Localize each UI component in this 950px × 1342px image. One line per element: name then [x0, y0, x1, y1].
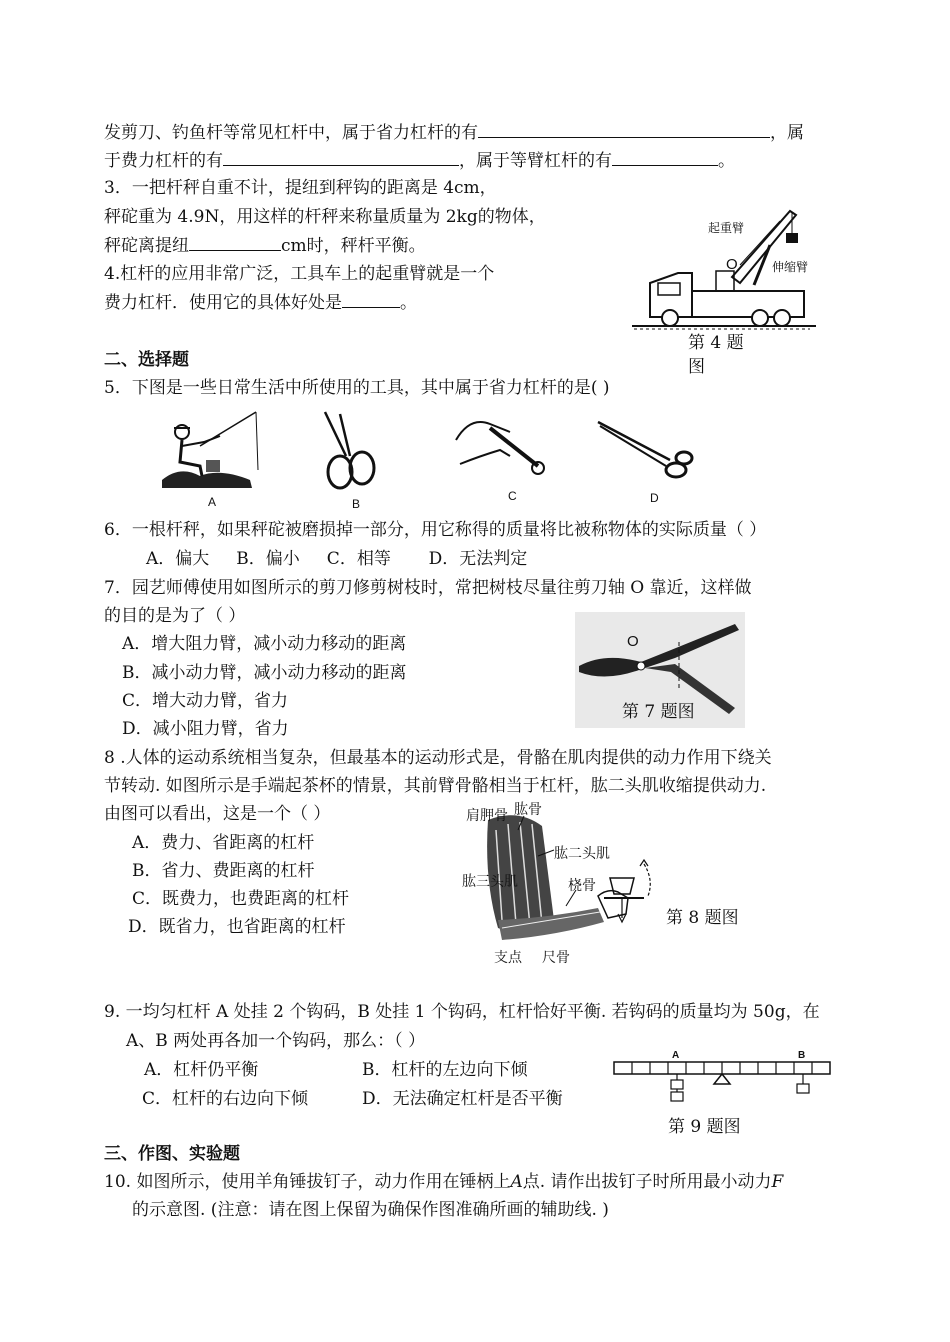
- biceps-label: 肱二头肌: [554, 845, 610, 861]
- q10-text-b: 点. 请作出拔钉子时所用最小动力: [522, 1172, 772, 1192]
- crane-pivot-label: O: [726, 256, 738, 273]
- q9-option-c: C．杠杆的右边向下倾: [142, 1089, 309, 1109]
- tool-c-label: C: [508, 489, 517, 503]
- tool-a-label: A: [208, 495, 217, 509]
- tool-b-label: B: [352, 497, 361, 511]
- fig9-caption: 第 9 题图: [668, 1117, 741, 1137]
- q2-blank-2[interactable]: [223, 148, 459, 166]
- radius-label: 桡骨: [568, 877, 596, 893]
- section-title-choice: 二、选择题: [104, 350, 189, 370]
- q3-line3: [104, 233, 426, 258]
- q8-line3: 由图可以看出，这是一个（ ）: [104, 804, 331, 824]
- q5-text: 5．下图是一些日常生活中所使用的工具，其中属于省力杠杆的是( ): [104, 378, 610, 398]
- q4-blank[interactable]: [342, 290, 400, 308]
- fig7-caption: 第 7 题图: [622, 702, 695, 722]
- triceps-label: 肱三头肌: [462, 873, 518, 889]
- q4-text-b: 。: [400, 293, 417, 313]
- ulna-label: 尺骨: [542, 949, 570, 965]
- q6-text: 6．一根杆秤，如果秤砣被磨损掉一部分，用它称得的质量将比被称物体的实际质量（ ）: [104, 520, 767, 540]
- q7-option-a: A．增大阻力臂，减小动力移动的距离: [122, 634, 407, 654]
- q3-line2: 秤砣重为 4.9N，用这样的杆秤来称量质量为 2kg的物体，: [104, 207, 546, 227]
- q4-line1: 4.杠杆的应用非常广泛，工具车上的起重臂就是一个: [104, 264, 495, 284]
- fig4-caption-2: 图: [688, 357, 705, 377]
- q8-option-d: D．既省力，也省距离的杠杆: [128, 917, 346, 937]
- q2-text-a: 发剪刀、钓鱼杆等常见杠杆中，属于省力杠杆的有: [104, 123, 478, 143]
- q3-text-b: cm时，秤杆平衡。: [281, 236, 426, 256]
- arm-lever-figure: [458, 800, 663, 970]
- q3-text-a: 秤砣离提纽: [104, 236, 189, 256]
- q8-option-c: C．既费力，也费距离的杠杆: [132, 889, 350, 909]
- q9-option-b: B．杠杆的左边向下倾: [362, 1060, 528, 1080]
- fisherman-icon: [162, 412, 258, 488]
- q10-line1: [104, 1170, 783, 1194]
- q10-point-a: A: [510, 1172, 523, 1192]
- q6-options: A．偏大 B．偏小 C．相等 D．无法判定: [146, 549, 528, 569]
- balance-lever-figure: [612, 1042, 834, 1104]
- q2-blank-3[interactable]: [612, 148, 718, 166]
- humerus-label: 肱骨: [514, 801, 542, 817]
- q8-option-b: B．省力、费距离的杠杆: [132, 861, 315, 881]
- q4-line2: [104, 290, 417, 315]
- q7-option-c: C．增大动力臂，省力: [122, 691, 289, 711]
- fulcrum-label: 支点: [494, 949, 522, 965]
- lever-point-a-label: A: [672, 1050, 680, 1061]
- fig4-caption-1: 第 4 题: [688, 333, 744, 353]
- q7-line2: 的目的是为了（ ）: [104, 606, 246, 626]
- pliers-hand-icon: [456, 422, 544, 474]
- q8-line2: 节转动. 如图所示是手端起茶杯的情景，其前臂骨骼相当于杠杆，肱二头肌收缩提供动力.: [104, 776, 767, 796]
- q2-line1: [104, 120, 804, 145]
- q2-blank-1[interactable]: [478, 120, 770, 138]
- q3-blank[interactable]: [189, 233, 281, 251]
- q9-option-d: D．无法确定杠杆是否平衡: [362, 1089, 563, 1109]
- q2-line2: [104, 148, 735, 173]
- q5-tools-figure: [160, 410, 700, 515]
- tool-d-label: D: [650, 491, 659, 505]
- q4-text-a: 费力杠杆．使用它的具体好处是: [104, 293, 342, 313]
- q7-option-b: B．减小动力臂，减小动力移动的距离: [122, 663, 407, 683]
- q10-text-a: 10. 如图所示，使用羊角锤拔钉子，动力作用在锤柄上: [104, 1172, 511, 1192]
- q9-option-a: A．杠杆仍平衡: [144, 1060, 259, 1080]
- shears-icon: [598, 422, 692, 477]
- q10-force-f: F: [771, 1172, 784, 1192]
- q7-line1: 7．园艺师傅使用如图所示的剪刀修剪树枝时，常把树枝尽量往剪刀轴 O 靠近，这样做: [104, 578, 752, 598]
- q9-line1: 9. 一均匀杠杆 A 处挂 2 个钩码，B 处挂 1 个钩码，杠杆恰好平衡. 若钩码的质量均为 50g，在: [104, 1002, 820, 1022]
- shears-pivot-label: O: [627, 633, 639, 650]
- q2-text-b: ，属: [770, 123, 804, 143]
- crane-telescopic-label: 伸缩臂: [772, 260, 809, 274]
- q2-text-c: 于费力杠杆的有: [104, 151, 223, 171]
- q9-line2: A、B 两处再各加一个钩码，那么：（ ）: [126, 1031, 426, 1051]
- crane-truck-figure: [630, 205, 820, 330]
- lever-point-b-label: B: [798, 1050, 806, 1061]
- scissors-icon: [325, 412, 374, 488]
- q2-text-d: ，属于等臂杠杆的有: [459, 151, 612, 171]
- fig8-caption: 第 8 题图: [666, 908, 739, 928]
- q7-option-d: D．减小阻力臂，省力: [122, 719, 289, 739]
- q8-line1: 8 .人体的运动系统相当复杂，但最基本的运动形式是，骨骼在肌肉提供的动力作用下绕关: [104, 748, 772, 768]
- q3-line1: 3．一把杆秤自重不计，提纽到秤钩的距离是 4cm，: [104, 178, 497, 198]
- scapula-label: 肩胛骨: [466, 807, 508, 823]
- q10-line2: 的示意图. (注意：请在图上保留为确保作图准确所画的辅助线. ): [132, 1200, 609, 1220]
- section-title-drawing: 三、作图、实验题: [104, 1144, 240, 1164]
- q8-option-a: A．费力、省距离的杠杆: [132, 833, 315, 853]
- q2-text-e: 。: [718, 151, 735, 171]
- crane-boom-label: 起重臂: [708, 221, 745, 235]
